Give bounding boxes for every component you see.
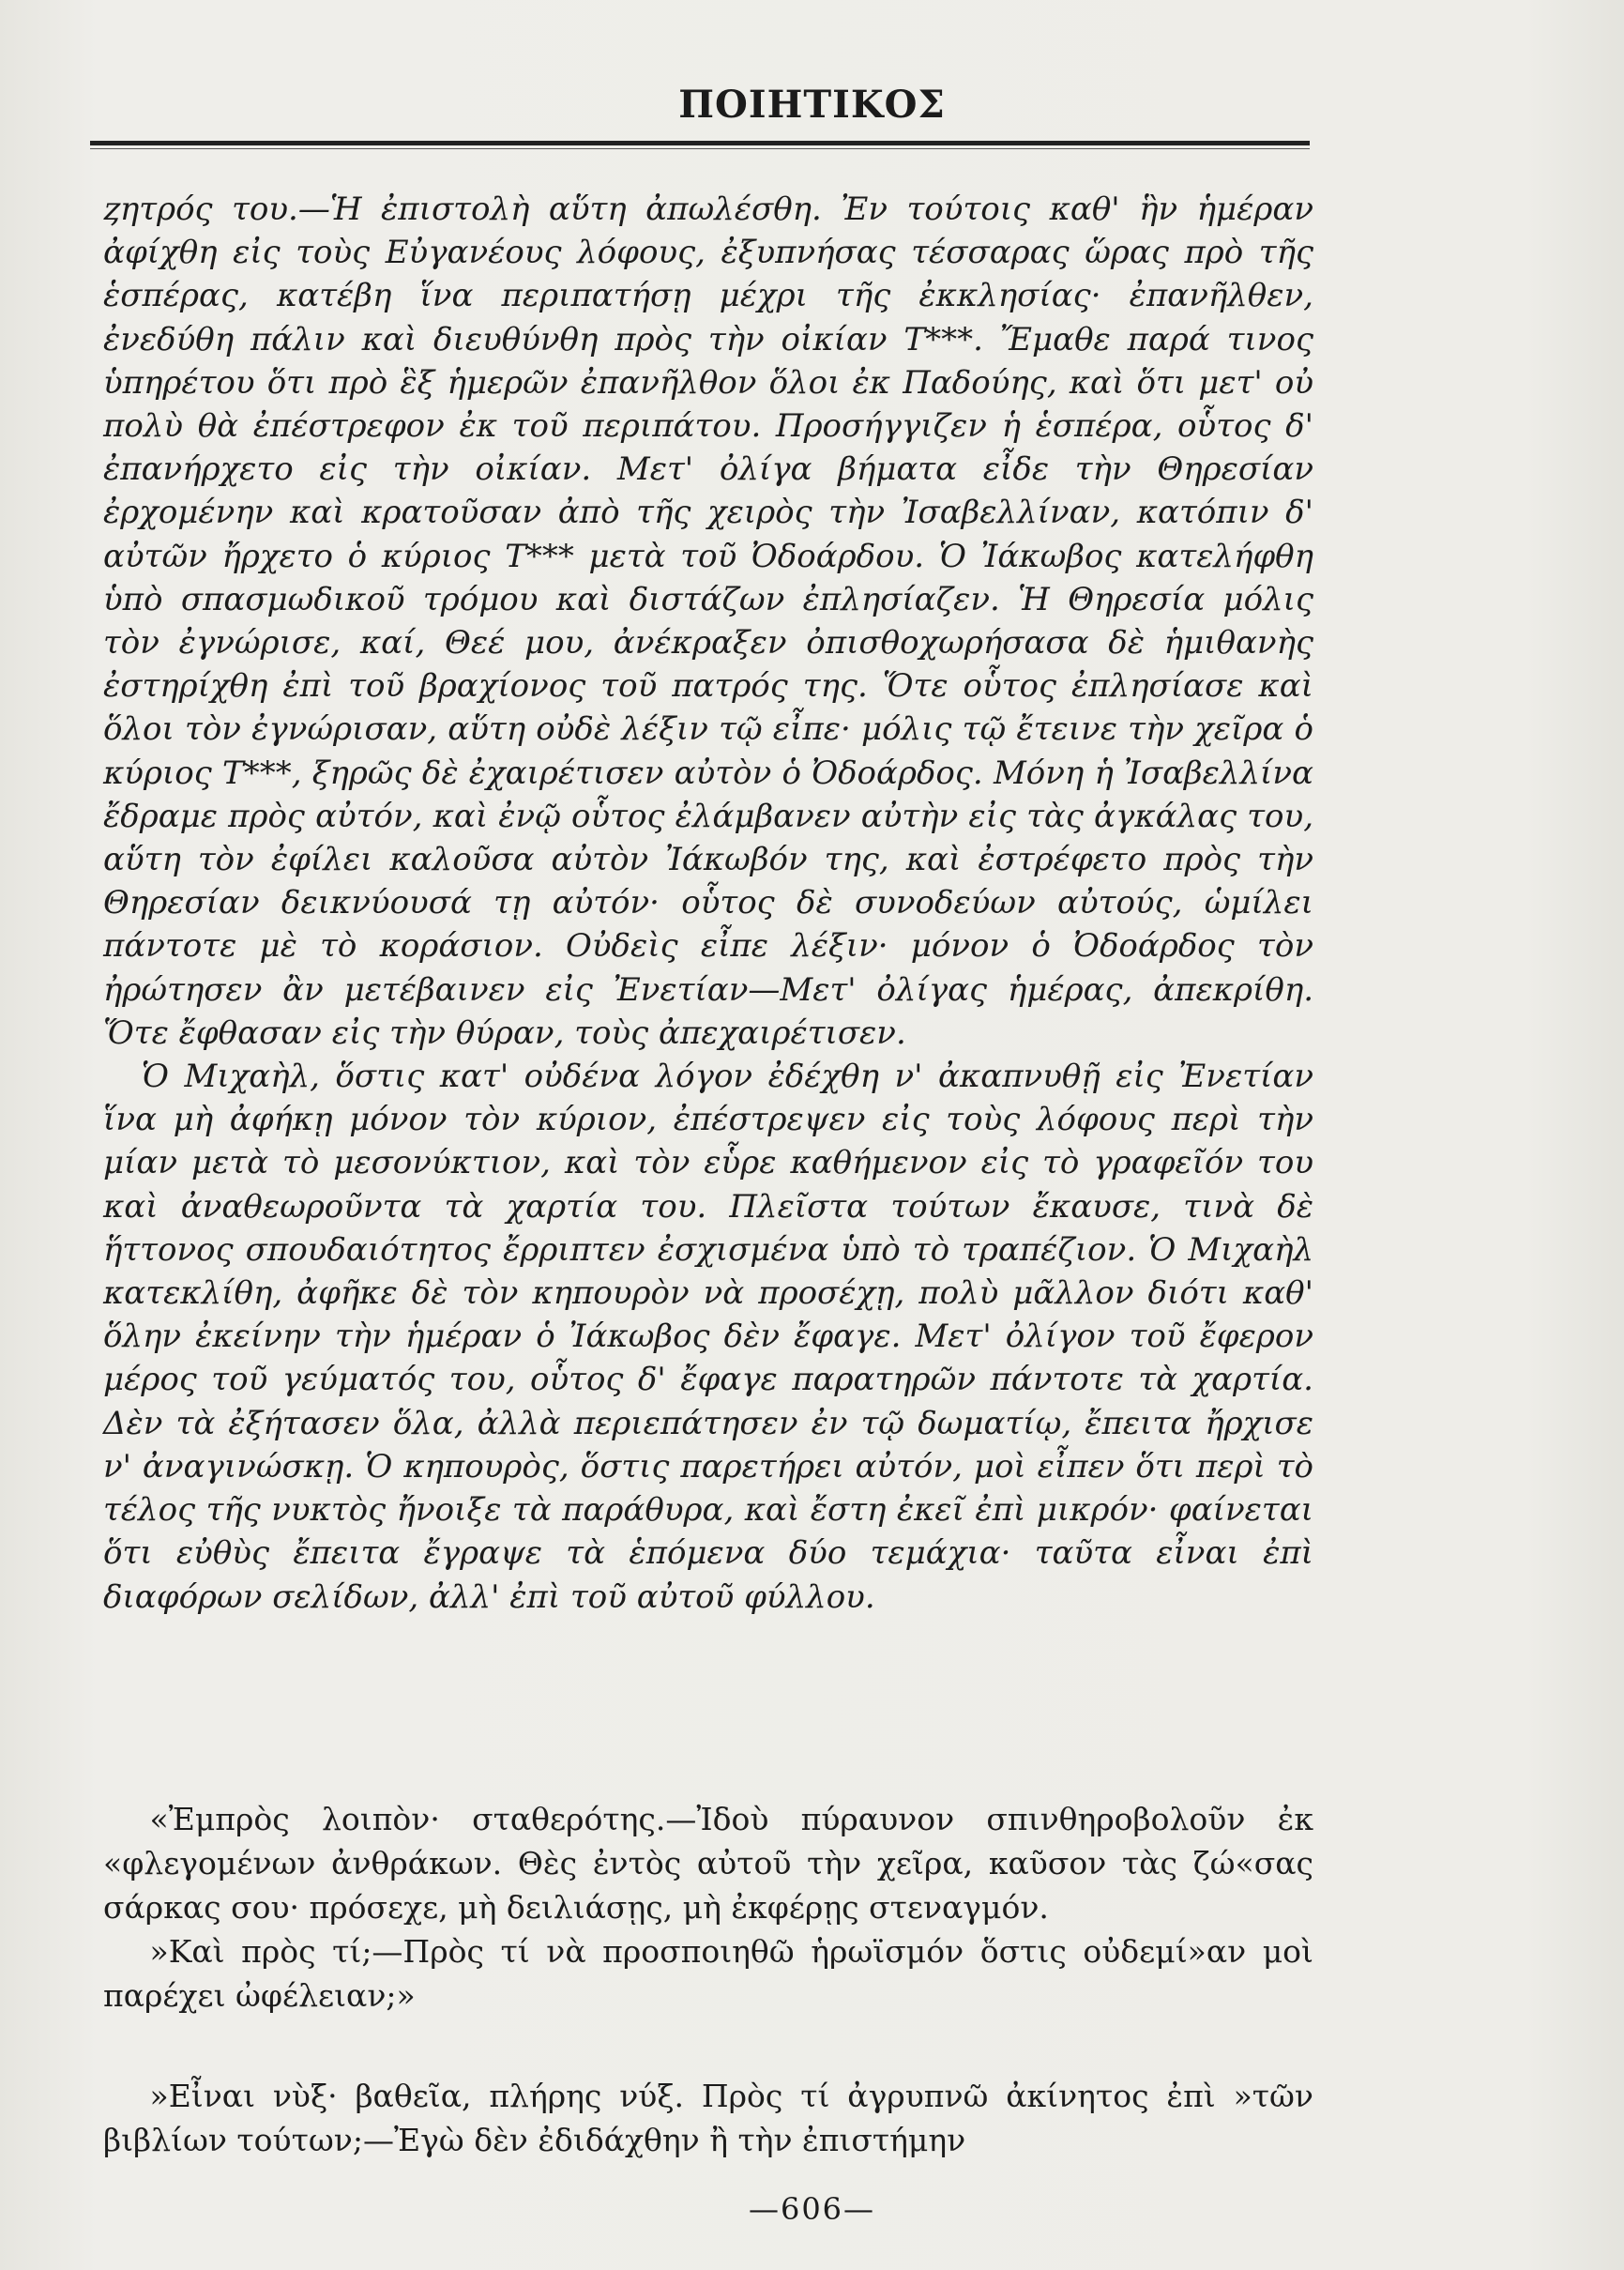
quote-paragraph: «Ἐμπρὸς λοιπὸν· σταθερότης.—Ἰδοὺ πύραυνον σπινθηροβολοῦν ἐκ «φλεγομένων ἀνθράκων. Θὲς ἐντὸς αὐτοῦ τὴν χεῖρα, καῦσον τὰς ζώ«σας σάρκας σου· πρόσεχε, μὴ δειλιάσῃς, μὴ ἐκφέρῃς στεναγμόν. bbox=[103, 1801, 1313, 1926]
paragraph: Ὁ Μιχαὴλ, ὅστις κατ' οὐδένα λόγον ἐδέχθη ν' ἀκαπνυθῇ εἰς Ἐνετίαν ἵνα μὴ ἀφήκῃ μόνον τὸν κύριον, ἐπέστρεψεν εἰς τοὺς λόφους περὶ τὴν μίαν μετὰ τὸ μεσονύκτιον, καὶ τὸν εὗρε καθήμενον εἰς τὸ γραφεῖόν του καὶ ἀναθεωροῦντα τὰ χαρτία του. Πλεῖστα τούτων ἔκαυσε, τινὰ δὲ ἥττονος σπουδαιότητος ἔρριπτεν ἐσχισμένα ὑπὸ τὸ τραπέζιον. Ὁ Μιχαὴλ κατεκλίθη, ἀφῆκε δὲ τὸν κηπουρὸν νὰ προσέχῃ, πολὺ μᾶλλον διότι καθ' ὅλην ἐκείνην τὴν ἡμέραν ὁ Ἰάκωβος δὲν ἔφαγε. Μετ' ὀλίγον τοῦ ἔφερον μέρος τοῦ γεύματός του, οὗτος δ' ἔφαγε παρατηρῶν πάντοτε τὰ χαρτία. Δὲν τὰ ἐξήτασεν ὅλα, ἀλλὰ περιεπάτησεν ἐν τῷ δωματίῳ, ἔπειτα ἤρχισε ν' ἀναγινώσκῃ. Ὁ κηπουρὸς, ὅστις παρετήρει αὐτόν, μοὶ εἶπεν ὅτι περὶ τὸ τέλος τῆς νυκτὸς ἤνοιξε τὰ παράθυρα, καὶ ἔστη ἐκεῖ ἐπὶ μικρόν· φαίνεται ὅτι εὐθὺς ἔπειτα ἔγραψε τὰ ἑπόμενα δύο τεμάχια· ταῦτα εἶναι ἐπὶ διαφόρων σελίδων, ἀλλ' ἐπὶ τοῦ αὐτοῦ φύλλου. bbox=[103, 1058, 1313, 1616]
paragraph: ȥητρός του.—Ἡ ἐπιστολὴ αὕτη ἀπωλέσθη. Ἐν τούτοις καθ' ἣν ἡμέραν ἀφίχθη εἰς τοὺς Εὐγανέους λόφους, ἐξυπνήσας τέσσαρας ὥρας πρὸ τῆς ἑσπέρας, κατέβη ἵνα περιπατήσῃ μέχρι τῆς ἐκκλησίας· ἐπανῆλθεν, ἐνεδύθη πάλιν καὶ διευθύνθη πρὸς τὴν οἰκίαν Τ***. Ἔμαθε παρά τινος ὑπηρέτου ὅτι πρὸ ἓξ ἡμερῶν ἐπανῆλθον ὅλοι ἐκ Παδούης, καὶ ὅτι μετ' οὐ πολὺ θὰ ἐπέστρεφον ἐκ τοῦ περιπάτου. Προσήγγιζεν ἡ ἑσπέρα, οὗτος δ' ἐπανήρχετο εἰς τὴν οἰκίαν. Μετ' ὀλίγα βήματα εἶδε τὴν Θηρεσίαν ἐρχομένην καὶ κρατοῦσαν ἀπὸ τῆς χειρὸς τὴν Ἰσαβελλίναν, κατόπιν δ' αὐτῶν ἤρχετο ὁ κύριος Τ*** μετὰ τοῦ Ὀδοάρδου. Ὁ Ἰάκωβος κατελήφθη ὑπὸ σπασμωδικοῦ τρόμου καὶ διστάζων ἐπλησίαζεν. Ἡ Θηρεσία μόλις τὸν ἐγνώρισε, καί, Θεέ μου, ἀνέκραξεν ὀπισθοχωρήσασα δὲ ἡμιθανὴς ἐστηρίχθη ἐπὶ τοῦ βραχίονος τοῦ πατρός της. Ὅτε οὗτος ἐπλησίασε καὶ ὅλοι τὸν ἐγνώρισαν, αὕτη οὐδὲ λέξιν τῷ εἶπε· μόλις τῷ ἔτεινε τὴν χεῖρα ὁ κύριος Τ***, ξηρῶς δὲ ἐχαιρέτισεν αὐτὸν ὁ Ὀδοάρδος. Μόνη ἡ Ἰσαβελλίνα ἔδραμε πρὸς αὐτόν, καὶ ἐνῷ οὗτος ἐλάμβανεν αὐτὴν εἰς τὰς ἀγκάλας του, αὕτη τὸν ἐφίλει καλοῦσα αὐτὸν Ἰάκωβόν της, καὶ ἐστρέφετο πρὸς τὴν Θηρεσίαν δεικνύουσά τῃ αὐτόν· οὗτος δὲ συνοδεύων αὐτούς, ὡμίλει πάντοτε μὲ τὸ κοράσιον. Οὐδεὶς εἶπε λέξιν· μόνον ὁ Ὀδοάρδος τὸν ἠρώτησεν ἂν μετέβαινεν εἰς Ἐνετίαν—Μετ' ὀλίγας ἡμέρας, ἀπεκρίθη. Ὅτε ἔφθασαν εἰς τὴν θύραν, τοὺς ἀπεχαιρέτισεν. bbox=[103, 190, 1313, 1052]
quoted-passage bbox=[103, 1797, 1313, 2018]
quote-paragraph: »Καὶ πρὸς τί;—Πρὸς τί νὰ προσποιηθῶ ἡρωϊσμόν ὅστις οὐδεμί»αν μοὶ παρέχει ὠφέλειαν;» bbox=[103, 1933, 1313, 2014]
main-text bbox=[103, 188, 1313, 1619]
running-header: ΠΟΙΗΤΙΚΟΣ bbox=[678, 83, 946, 127]
page-number: —606— bbox=[748, 2191, 876, 2227]
header-rule bbox=[90, 141, 1310, 145]
quoted-passage-continued bbox=[103, 2074, 1313, 2162]
quote-paragraph: »Εἶναι νὺξ· βαθεῖα, πλήρης νύξ. Πρὸς τί ἀγρυπνῶ ἀκίνητος ἐπὶ »τῶν βιβλίων τούτων;—Ἐγὼ δὲν ἐδιδάχθην ἢ τὴν ἐπιστήμην bbox=[103, 2078, 1313, 2158]
header-rule-thin bbox=[90, 148, 1310, 149]
